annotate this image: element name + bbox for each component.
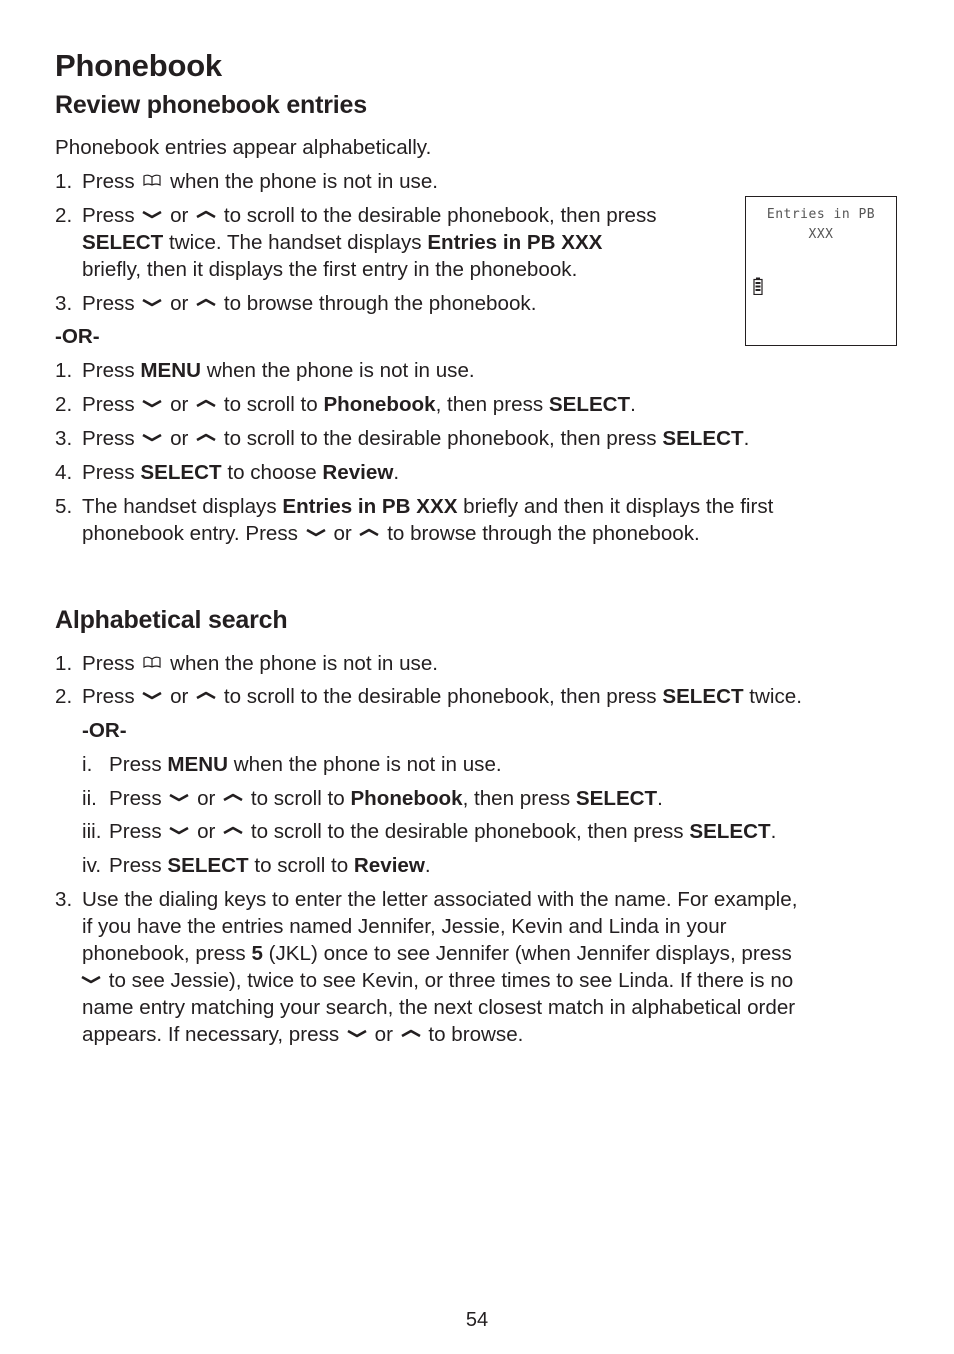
alpha-step-3-line-1: Use the dialing keys to enter the letter associated with the name. For example, [82, 888, 798, 911]
handset-screen [745, 196, 897, 346]
down-arrow-icon [141, 688, 163, 702]
page-title: Phonebook [55, 48, 222, 83]
alpha-step-3-line-5: name entry matching your search, the next closest match in alphabetical order [82, 996, 796, 1019]
up-arrow-icon [358, 525, 380, 539]
step-number: 1. [55, 652, 73, 675]
review-alt-step-2: Press or to scroll to Phonebook, then press SELECT. [82, 393, 636, 416]
down-arrow-icon [141, 207, 163, 221]
step-number: 4. [55, 461, 73, 484]
page-number: 54 [465, 1309, 489, 1331]
review-step-2-line-2: SELECT twice. The handset displays Entries in PB XXX [82, 231, 603, 254]
up-arrow-icon [222, 823, 244, 837]
up-arrow-icon [195, 396, 217, 410]
down-arrow-icon [168, 823, 190, 837]
alpha-sub-step-ii: Press or to scroll to Phonebook, then press SELECT. [109, 787, 663, 810]
review-step-1: Press when the phone is not in use. [82, 170, 439, 193]
alpha-sub-step-i: Press MENU when the phone is not in use. [109, 753, 502, 776]
step-number: 3. [55, 888, 73, 911]
review-alt-step-4: Press SELECT to choose Review. [82, 461, 400, 484]
book-icon [141, 655, 163, 669]
up-arrow-icon [195, 688, 217, 702]
down-arrow-icon [80, 972, 102, 986]
book-icon [141, 173, 163, 187]
review-alt-step-5-line-2: phonebook entry. Press or to browse through the phonebook. [82, 522, 700, 545]
step-number: 2. [55, 685, 73, 708]
sub-step-number: iii. [82, 820, 102, 843]
up-arrow-icon [195, 295, 217, 309]
alpha-sub-step-iii: Press or to scroll to the desirable phonebook, then press SELECT. [109, 820, 777, 843]
step-number: 3. [55, 292, 73, 315]
alpha-step-2: Press or to scroll to the desirable phonebook, then press SELECT twice. [82, 685, 802, 708]
review-alt-step-1: Press MENU when the phone is not in use. [82, 359, 475, 382]
review-intro: Phonebook entries appear alphabetically. [55, 136, 432, 159]
down-arrow-icon [141, 430, 163, 444]
up-arrow-icon [195, 207, 217, 221]
step-number: 2. [55, 204, 73, 227]
section-title-review: Review phonebook entries [55, 91, 367, 119]
up-arrow-icon [400, 1026, 422, 1040]
step-number: 5. [55, 495, 73, 518]
alpha-step-3-line-6: appears. If necessary, press or to browse. [82, 1023, 524, 1046]
alpha-step-3-line-4: to see Jessie), twice to see Kevin, or three times to see Linda. If there is no [82, 967, 793, 994]
sub-step-number: i. [82, 753, 93, 776]
down-arrow-icon [168, 790, 190, 804]
step-number: 1. [55, 359, 73, 382]
down-arrow-icon [141, 396, 163, 410]
section-title-alphabetical: Alphabetical search [55, 606, 288, 634]
screen-line-1: Entries in PB [766, 207, 876, 222]
step-number: 1. [55, 170, 73, 193]
review-alt-step-3: Press or to scroll to the desirable phonebook, then press SELECT. [82, 427, 750, 450]
battery-icon [753, 277, 763, 300]
review-step-2-line-3: briefly, then it displays the first entry in the phonebook. [82, 258, 578, 281]
alpha-sub-step-iv: Press SELECT to scroll to Review. [109, 854, 431, 877]
step-number: 2. [55, 393, 73, 416]
sub-step-number: ii. [82, 787, 97, 810]
down-arrow-icon [305, 525, 327, 539]
up-arrow-icon [222, 790, 244, 804]
up-arrow-icon [195, 430, 217, 444]
review-step-2-line-1: Press or to scroll to the desirable phonebook, then press [82, 204, 657, 227]
review-alt-step-5-line-1: The handset displays Entries in PB XXX briefly and then it displays the first [82, 495, 774, 518]
or-separator: -OR- [82, 719, 127, 742]
alpha-step-1: Press when the phone is not in use. [82, 652, 439, 675]
step-number: 3. [55, 427, 73, 450]
down-arrow-icon [141, 295, 163, 309]
alpha-step-3-line-2: if you have the entries named Jennifer, Jessie, Kevin and Linda in your [82, 915, 727, 938]
down-arrow-icon [346, 1026, 368, 1040]
or-separator: -OR- [55, 325, 100, 348]
alpha-step-3-line-3: phonebook, press 5 (JKL) once to see Jennifer (when Jennifer displays, press [82, 942, 792, 965]
review-step-3: Press or to browse through the phonebook. [82, 292, 537, 315]
sub-step-number: iv. [82, 854, 102, 877]
screen-line-2: XXX [808, 227, 834, 242]
